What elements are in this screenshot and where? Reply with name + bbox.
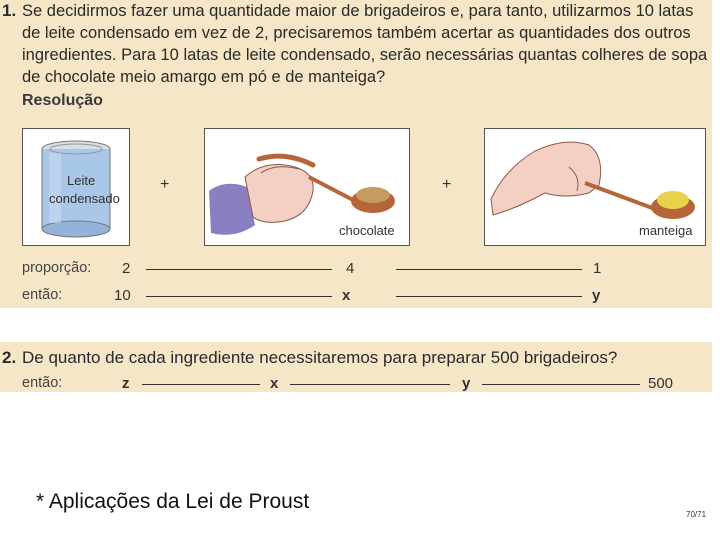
can-label-line-2: condensado <box>49 191 120 206</box>
proportion-line-1 <box>146 269 332 270</box>
then-value-butter: y <box>592 287 601 304</box>
plus-sign-2: + <box>442 176 452 193</box>
then-line-1 <box>146 296 332 297</box>
question-2-value-500: 500 <box>648 375 674 392</box>
butter-label: manteiga <box>639 223 693 238</box>
can-label-line-1: Leite <box>67 173 96 188</box>
question-2-value-z: z <box>122 375 130 392</box>
question-2-then-label: então: <box>22 375 63 391</box>
question-2-value-x: x <box>270 375 279 392</box>
then-label: então: <box>22 287 63 303</box>
question-1-number: 1. <box>2 1 17 20</box>
butter-box <box>484 128 706 246</box>
question-2-line-2 <box>290 384 450 385</box>
question-2-number: 2. <box>2 348 17 367</box>
question-2-line-3 <box>482 384 640 385</box>
proportion-label: proporção: <box>22 260 92 276</box>
proportion-value-milk: 2 <box>122 260 131 277</box>
chocolate-box <box>204 128 410 246</box>
proportion-value-chocolate: 4 <box>346 260 355 277</box>
footer-caption: * Aplicações da Lei de Proust <box>36 490 310 513</box>
question-1-text: Se decidirmos fazer uma quantidade maior de brigadeiros e, para tanto, utilizarmos 10 latas de leite condensado em vez de 2, precisaremos também acertar as quantidades dos outros ingredientes. Para 10 latas de leite condensado, serão necessárias quantas colheres de sopa de chocolate meio amargo em pó e de manteiga? <box>22 2 708 86</box>
proportion-value-butter: 1 <box>593 260 602 277</box>
proportion-line-2 <box>396 269 582 270</box>
plus-sign-1: + <box>160 176 170 193</box>
page-number: 70/71 <box>686 510 707 519</box>
resolution-title: Resolução <box>22 92 103 109</box>
condensed-milk-box <box>22 128 130 246</box>
then-line-2 <box>396 296 582 297</box>
question-2-text: De quanto de cada ingrediente necessitaremos para preparar 500 brigadeiros? <box>22 348 618 367</box>
question-2-line-1 <box>142 384 260 385</box>
then-value-milk: 10 <box>114 287 131 304</box>
question-2-value-y: y <box>462 375 471 392</box>
chocolate-label: chocolate <box>339 223 395 238</box>
then-value-chocolate: x <box>342 287 351 304</box>
